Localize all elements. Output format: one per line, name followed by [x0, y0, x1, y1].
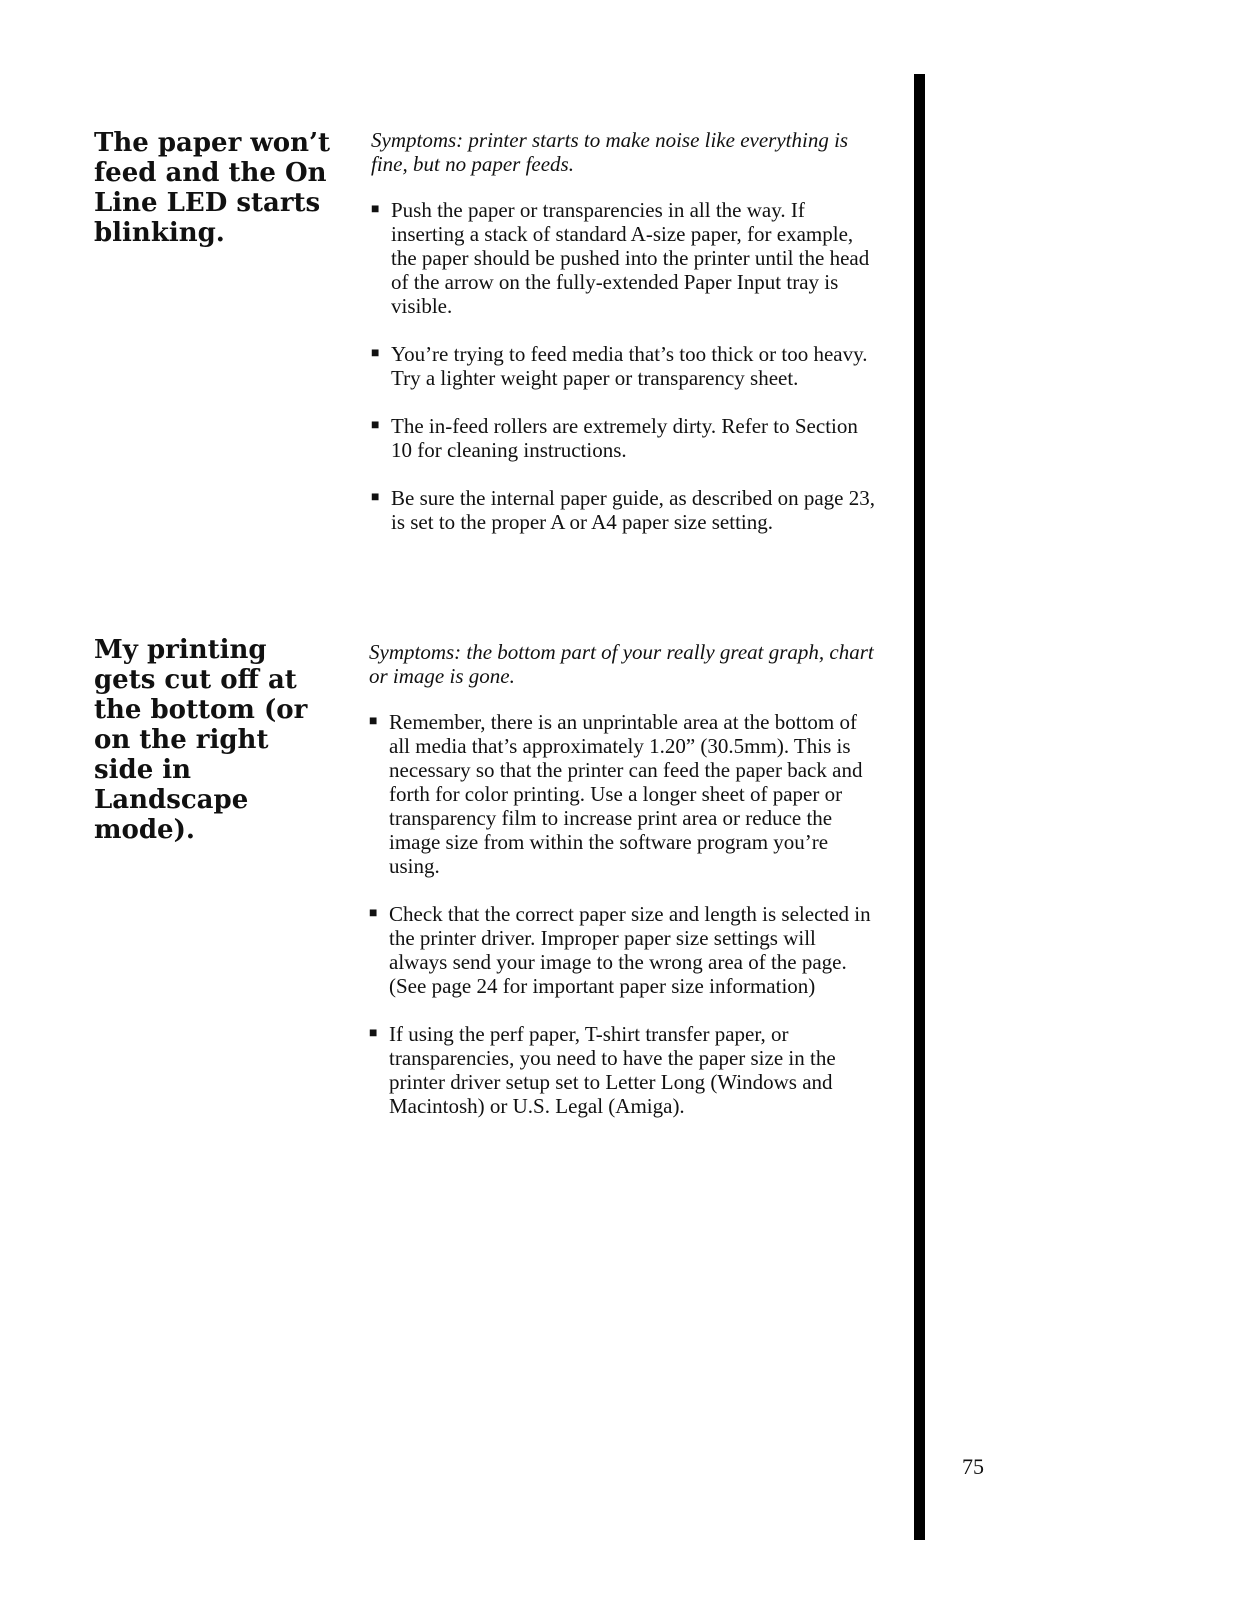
list-item-text: Remember, there is an unprintable area at the bottom of all media that’s approximately 1.20” (30.5mm). This is necessary so that the printer can feed the paper back and forth for color printing. Use a longer sheet of paper or transparency film to increase print area or reduce the image size from within the software program you’re using.	[389, 710, 863, 878]
section-heading-printing-cut-off: My printing gets cut off at the bottom (or on the right side in Landscape mode).	[94, 635, 308, 845]
square-bullet-icon: ■	[371, 490, 380, 505]
list-item-text: Check that the correct paper size and length is selected in the printer driver. Improper paper size settings will always send your image to the wrong area of the page. (See page 24 for important paper size information)	[389, 902, 871, 998]
list-item-text: You’re trying to feed media that’s too thick or too heavy. Try a lighter weight paper or transparency sheet.	[391, 342, 868, 390]
section-body-paper-wont-feed	[371, 128, 881, 558]
margin-rule	[914, 74, 925, 1540]
square-bullet-icon: ■	[371, 418, 380, 433]
list-item-text: If using the perf paper, T-shirt transfer paper, or transparencies, you need to have the paper size in the printer driver setup set to Letter Long (Windows and Macintosh) or U.S. Legal (Amiga).	[389, 1022, 836, 1118]
symptoms-text: Symptoms: the bottom part of your really great graph, chart or image is gone.	[369, 640, 874, 688]
symptoms-text: Symptoms: printer starts to make noise like everything is fine, but no paper feeds.	[371, 128, 849, 176]
list-item	[371, 414, 881, 462]
section-body-printing-cut-off	[369, 640, 879, 1142]
list-item	[369, 1022, 879, 1118]
list-item	[371, 198, 881, 318]
square-bullet-icon: ■	[371, 202, 380, 217]
list-item-text: Be sure the internal paper guide, as described on page 23, is set to the proper A or A4 paper size setting.	[391, 486, 875, 534]
list-item	[371, 342, 881, 390]
list-item	[369, 710, 879, 878]
troubleshooting-list	[371, 198, 881, 534]
square-bullet-icon: ■	[371, 346, 380, 361]
list-item	[369, 902, 879, 998]
square-bullet-icon: ■	[369, 1026, 378, 1041]
square-bullet-icon: ■	[369, 906, 378, 921]
section-heading-paper-wont-feed: The paper won’t feed and the On Line LED starts blinking.	[94, 128, 331, 248]
troubleshooting-list	[369, 710, 879, 1118]
list-item-text: The in-feed rollers are extremely dirty. Refer to Section 10 for cleaning instructions.	[391, 414, 858, 462]
page-number: 75	[962, 1454, 984, 1479]
list-item	[371, 486, 881, 534]
list-item-text: Push the paper or transparencies in all the way. If inserting a stack of standard A-size paper, for example, the paper should be pushed into the printer until the head of the arrow on the fully-extended Paper Input tray is visible.	[391, 198, 870, 318]
square-bullet-icon: ■	[369, 714, 378, 729]
